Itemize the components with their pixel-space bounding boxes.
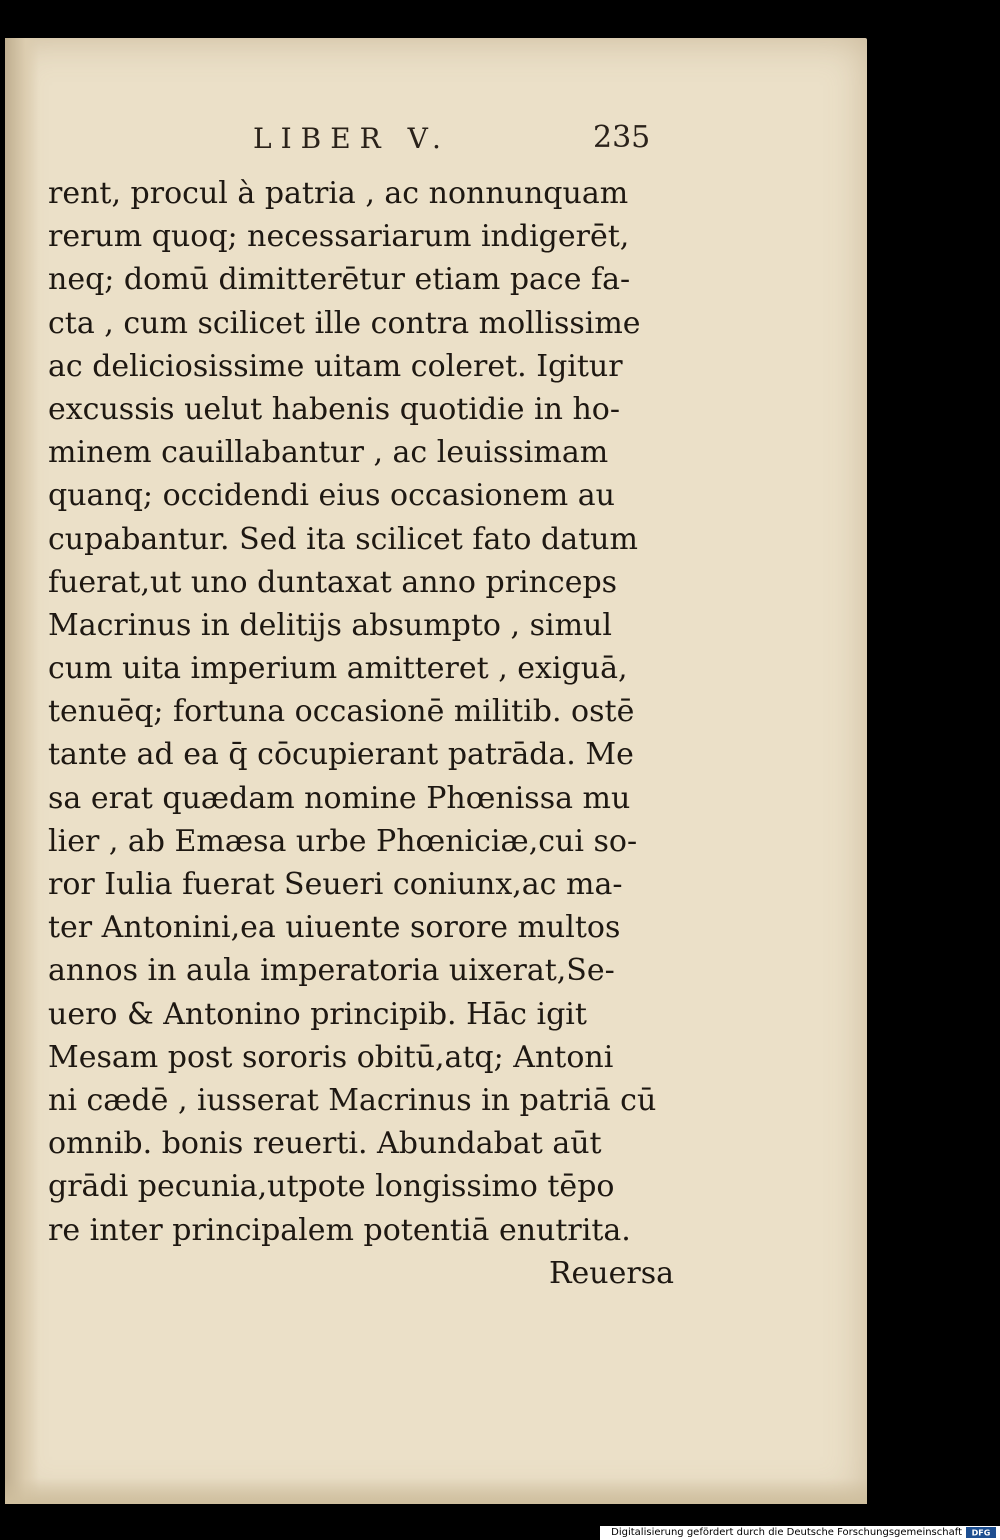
text-line: cupabantur. Sed ita scilicet fato datum <box>48 521 638 557</box>
text-line: omnib. bonis reuerti. Abundabat aūt <box>48 1126 602 1162</box>
text-line: ni cædē , iusserat Macrinus in patriā cū <box>48 1082 657 1118</box>
dfg-logo-text: DFG <box>971 1528 991 1538</box>
text-line: excussis uelut habenis quotidie in ho- <box>48 391 621 427</box>
text-line: uero & Antonino principib. Hāc igit <box>48 996 587 1032</box>
page-number: 235 <box>593 120 651 155</box>
text-line: quanq; occidendi eius occasionem au <box>48 478 615 514</box>
text-line: Macrinus in delitijs absumpto , simul <box>48 607 612 643</box>
text-line: tenuēq; fortuna occasionē militib. ostē <box>48 694 635 730</box>
text-line: neq; domū dimitterētur etiam pace fa- <box>48 262 631 298</box>
text-line: rent, procul à patria , ac nonnunquam <box>48 176 629 211</box>
text-line: grādi pecunia,utpote longissimo tēpo <box>48 1169 615 1205</box>
text-line: sa erat quædam nomine Phœnissa mu <box>48 780 631 816</box>
text-line: re inter principalem potentiā enutrita. <box>48 1212 631 1248</box>
digitization-credit <box>600 1526 1000 1540</box>
catchword: Reuersa <box>548 1255 674 1291</box>
text-line: Mesam post sororis obitū,atq; Antoni <box>48 1039 614 1075</box>
text-line: annos in aula imperatoria uixerat,Se- <box>48 953 615 989</box>
text-line: ter Antonini,ea uiuente sorore multos <box>48 910 621 946</box>
text-line: ror Iulia fuerat Seueri coniunx,ac ma- <box>48 867 623 902</box>
page-header <box>48 118 668 158</box>
credit-text: Digitalisierung gefördert durch die Deutsche Forschungsgemeinschaft <box>611 1527 962 1538</box>
text-line: minem cauillabantur , ac leuissimam <box>48 435 609 471</box>
text-line: fuerat,ut uno duntaxat anno princeps <box>48 564 618 600</box>
body-text <box>48 172 678 1295</box>
page-gutter-shadow <box>5 38 39 1504</box>
text-line: cta , cum scilicet ille contra mollissime <box>48 305 641 341</box>
text-line: cum uita imperium amitteret , exiguā, <box>48 651 628 687</box>
text-line: tante ad ea q̄ cōcupierant patrāda. Me <box>48 737 634 773</box>
page-bottom-edge <box>5 1478 867 1504</box>
dfg-logo-icon <box>966 1527 996 1538</box>
text-line: ac deliciosissime uitam coleret. Igitur <box>48 348 623 384</box>
text-line: rerum quoq; necessariarum indigerēt, <box>48 219 630 255</box>
text-line: lier , ab Emæsa urbe Phœniciæ,cui so- <box>48 823 638 859</box>
running-title: LIBER V. <box>253 122 450 155</box>
